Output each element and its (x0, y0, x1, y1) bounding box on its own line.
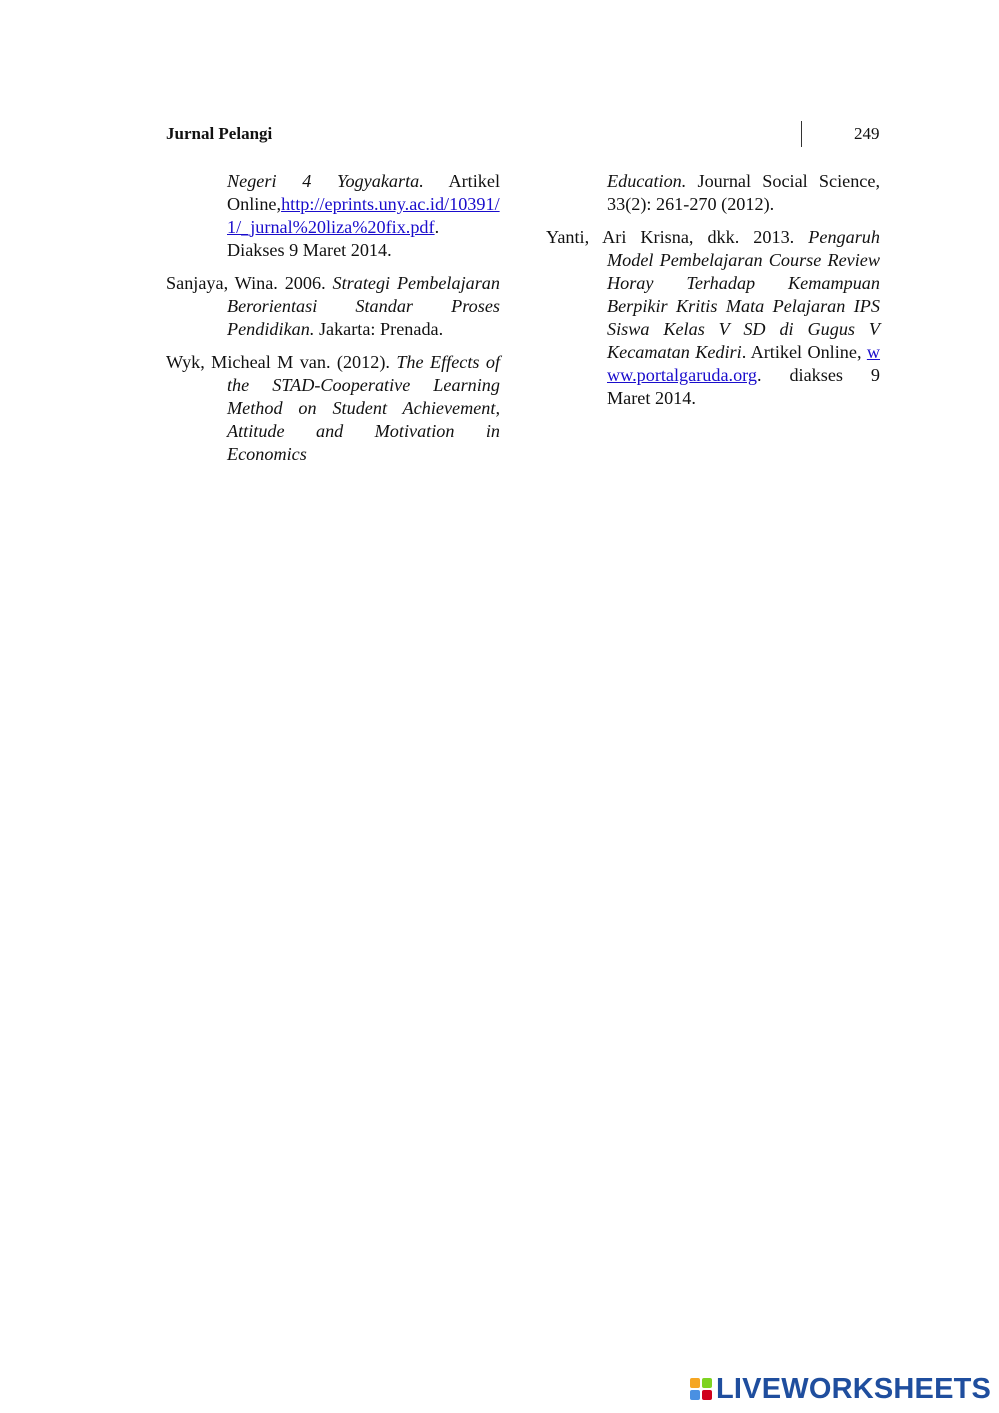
journal-title: Jurnal Pelangi (166, 124, 273, 143)
reference-title: Negeri 4 Yogyakarta. (227, 171, 424, 191)
right-column (546, 170, 880, 420)
logo-square-red (702, 1390, 712, 1400)
header-divider (801, 121, 802, 147)
reference-access-date: . Diakses 9 Maret 2014. (227, 217, 440, 260)
reference-wyk-continued (546, 170, 880, 216)
logo-square-orange (690, 1378, 700, 1388)
liveworksheets-wordmark: LIVEWORKSHEETS (716, 1372, 992, 1405)
reference-text: . Artikel Online, (741, 342, 867, 362)
liveworksheets-logo (690, 1374, 991, 1404)
left-column (166, 170, 500, 476)
reference-sanjaya (166, 272, 500, 341)
liveworksheets-icon (690, 1378, 712, 1400)
reference-wyk (166, 351, 500, 466)
reference-link[interactable]: http://eprints.uny.ac.id/10391/1/_jurnal%20liza%20fix.pdf (227, 194, 500, 237)
reference-yanti (546, 226, 880, 410)
reference-title: The Effects of the STAD-Cooperative Learning Method on Student Achievement, Attitude and Motivation in Economics (227, 352, 500, 464)
reference-author: Yanti, Ari Krisna, dkk. 2013. (546, 227, 809, 247)
reference-title: Strategi Pembelajaran Berorientasi Standar Proses Pendidikan. (227, 273, 500, 339)
logo-square-blue (690, 1390, 700, 1400)
reference-text: Artikel Online, (227, 171, 500, 214)
reference-title: Education. (607, 171, 687, 191)
reference-continued (166, 170, 500, 262)
reference-author: Sanjaya, Wina. 2006. (166, 273, 333, 293)
reference-source: Journal Social Science, 33(2): 261-270 (2012). (607, 171, 880, 214)
page-number: 249 (854, 124, 880, 143)
reference-publisher: Jakarta: Prenada. (314, 319, 444, 339)
logo-square-green (702, 1378, 712, 1388)
reference-access-date: . diakses 9 Maret 2014. (607, 365, 880, 408)
reference-link[interactable]: www.portalgaruda.org (607, 342, 881, 385)
reference-author: Wyk, Micheal M van. (2012). (166, 352, 397, 372)
reference-title: Pengaruh Model Pembelajaran Course Review Horay Terhadap Kemampuan Berpikir Kritis Mata Pelajaran IPS Siswa Kelas V SD di Gugus V Kecamatan Kediri (607, 227, 880, 362)
